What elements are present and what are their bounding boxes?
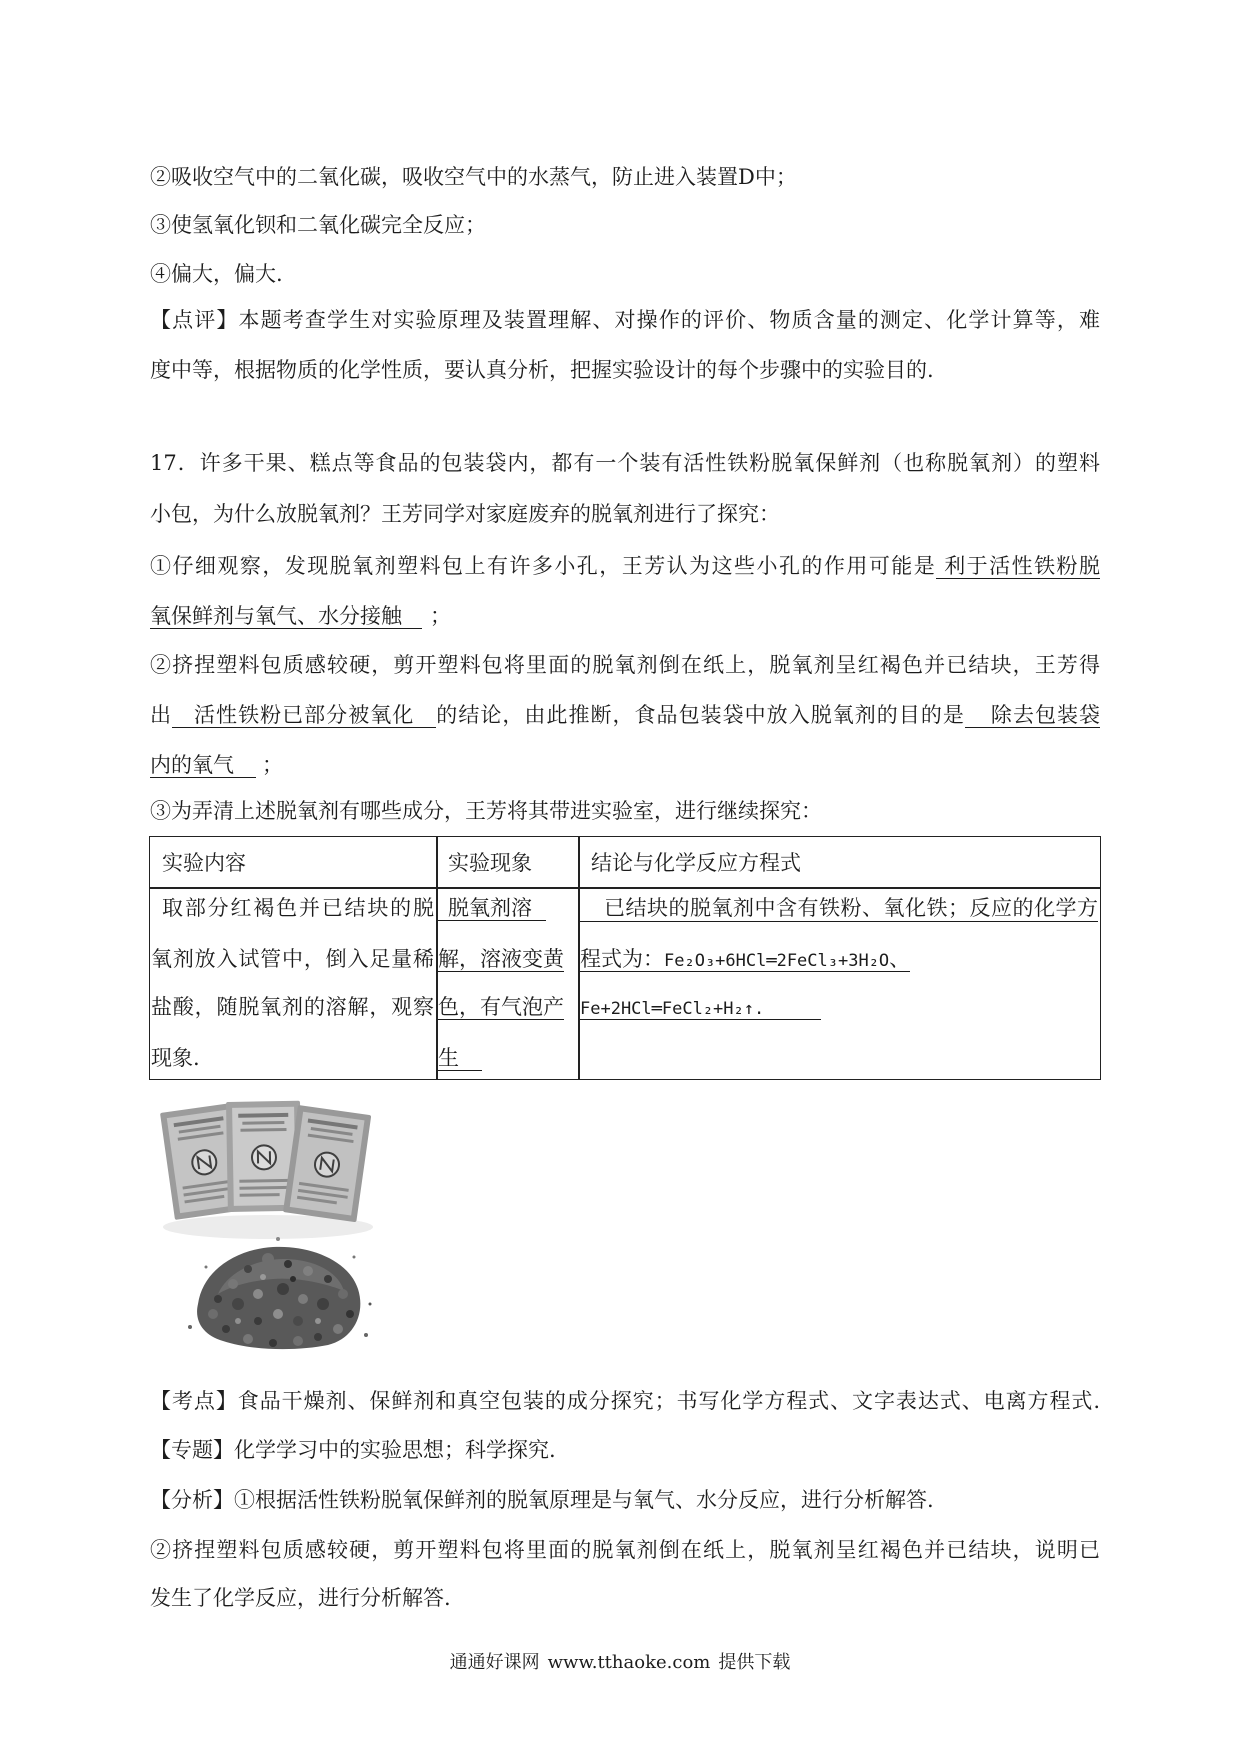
part2-answer-2a: 除去包装袋 (965, 703, 1100, 728)
zhuanti-text: 化学学习中的实验思想；科学探究. (234, 1438, 556, 1462)
part1-end: ； (430, 604, 451, 628)
footer-site-name: 通通好课网 (449, 1652, 540, 1673)
equation-iron: Fe+2HCl═FeCl₂+H₂↑. (580, 999, 821, 1020)
zhuanti-line (150, 1426, 1100, 1474)
part2-answer-1: 活性铁粉已部分被氧化 (172, 703, 436, 728)
part2-line-2 (150, 691, 1100, 739)
fenxi-line-1 (150, 1476, 1100, 1524)
table-conclusion-line-1 (580, 884, 1098, 932)
conclusion-prefix: 程式为： (580, 947, 664, 971)
answer-item-2: ②吸收空气中的二氧化碳，吸收空气中的水蒸气，防止进入装置D中； (150, 165, 797, 189)
part1-line-1 (150, 542, 1100, 590)
table-conclusion-line-2 (580, 935, 910, 983)
table-content-line-1: 取部分红褐色并已结块的脱 (162, 896, 434, 920)
table-phenomenon-line-2 (438, 935, 564, 983)
page-footer (0, 1650, 1240, 1676)
question-stem-line-1: 17．许多干果、糕点等食品的包装袋内，都有一个装有活性铁粉脱氧保鲜剂（也称脱氧剂）的塑料 (150, 451, 1100, 475)
review-text-1: 本题考查学生对实验原理及装置理解、对操作的评价、物质含量的测定、化学计算等，难 (238, 308, 1101, 332)
review-line-1 (150, 296, 1100, 344)
part2-answer-2b: 内的氧气 (150, 753, 256, 778)
part1-line-2 (150, 592, 1100, 640)
table-content-line-3: 盐酸，随脱氧剂的溶解，观察 (151, 995, 434, 1019)
table-header-conclusion: 结论与化学反应方程式 (591, 851, 801, 875)
answer-item-3: ③使氢氧化钡和二氧化碳完全反应； (150, 213, 486, 237)
phenomenon-answer-4: 生 (438, 1046, 482, 1071)
table-content-line-4: 现象. (151, 1046, 200, 1070)
conclusion-answer-1: 已结块的脱氧剂中含有铁粉、氧化铁；反应的化学方 (580, 896, 1098, 922)
deoxidizer-photo (158, 1099, 383, 1352)
answer-item-4: ④偏大，偏大. (150, 262, 283, 286)
table-phenomenon-line-4 (438, 1034, 482, 1082)
part1-prompt: ①仔细观察，发现脱氧剂塑料包上有许多小孔，王芳认为这些小孔的作用可能是 (150, 554, 937, 578)
fenxi-tag: 【分析】 (150, 1488, 234, 1512)
review-line-2: 度中等，根据物质的化学性质，要认真分析，把握实验设计的每个步骤中的实验目的. (150, 358, 934, 382)
conclusion-suffix: 、 (889, 947, 911, 971)
part3-prompt: ③为弄清上述脱氧剂有哪些成分，王芳将其带进实验室，进行继续探究： (150, 799, 822, 823)
table-phenomenon-line-1 (438, 884, 546, 932)
fenxi-text-1: ①根据活性铁粉脱氧保鲜剂的脱氧原理是与氧气、水分反应，进行分析解答. (234, 1488, 934, 1512)
kaodian-line (150, 1377, 1100, 1425)
phenomenon-answer-2: 解，溶液变黄 (438, 947, 564, 971)
deoxidizer-powder-pile (188, 1237, 372, 1349)
part1-answer-b: 氧保鲜剂与氧气、水分接触 (150, 604, 422, 629)
kaodian-text: 食品干燥剂、保鲜剂和真空包装的成分探究；书写化学方程式、文字表达式、电离方程式. (237, 1389, 1101, 1413)
table-phenomenon-line-3 (438, 983, 564, 1031)
table-content-line-2: 氧剂放入试管中，倒入足量稀 (151, 947, 434, 971)
table-header-phenomenon: 实验现象 (448, 851, 532, 875)
zhuanti-tag: 【专题】 (150, 1438, 234, 1462)
kaodian-tag: 【考点】 (150, 1389, 238, 1413)
equation-iron-oxide: Fe₂O₃+6HCl═2FeCl₃+3H₂O (664, 951, 890, 971)
packet-right (283, 1105, 371, 1222)
phenomenon-answer-3: 色，有气泡产 (438, 995, 564, 1019)
review-tag: 【点评】 (150, 308, 239, 332)
part2-end: ； (262, 753, 283, 777)
footer-url: www.tthaoke.com (547, 1652, 711, 1673)
experiment-table (149, 836, 1101, 1080)
fenxi-line-3: 发生了化学反应，进行分析解答. (150, 1586, 451, 1610)
footer-note: 提供下载 (718, 1652, 791, 1673)
phenomenon-answer-1: 脱氧剂溶 (438, 896, 546, 921)
question-stem-line-2: 小包，为什么放脱氧剂？王芳同学对家庭废弃的脱氧剂进行了探究： (150, 502, 780, 526)
part2-line-1: ②挤捏塑料包质感较硬，剪开塑料包将里面的脱氧剂倒在纸上，脱氧剂呈红褐色并已结块，王芳得 (150, 653, 1100, 677)
table-header-content: 实验内容 (162, 851, 246, 875)
fenxi-line-2: ②挤捏塑料包质感较硬，剪开塑料包将里面的脱氧剂倒在纸上，脱氧剂呈红褐色并已结块，说明已 (150, 1538, 1100, 1562)
table-conclusion-line-3 (580, 983, 821, 1031)
part2-prompt-start: 出 (150, 703, 173, 727)
part1-answer-a: 利于活性铁粉脱 (936, 554, 1100, 579)
deoxidizer-packets (160, 1101, 373, 1239)
part2-line-3 (150, 741, 1100, 789)
part2-middle: 的结论，由此推断，食品包装袋中放入脱氧剂的目的是 (436, 703, 965, 727)
